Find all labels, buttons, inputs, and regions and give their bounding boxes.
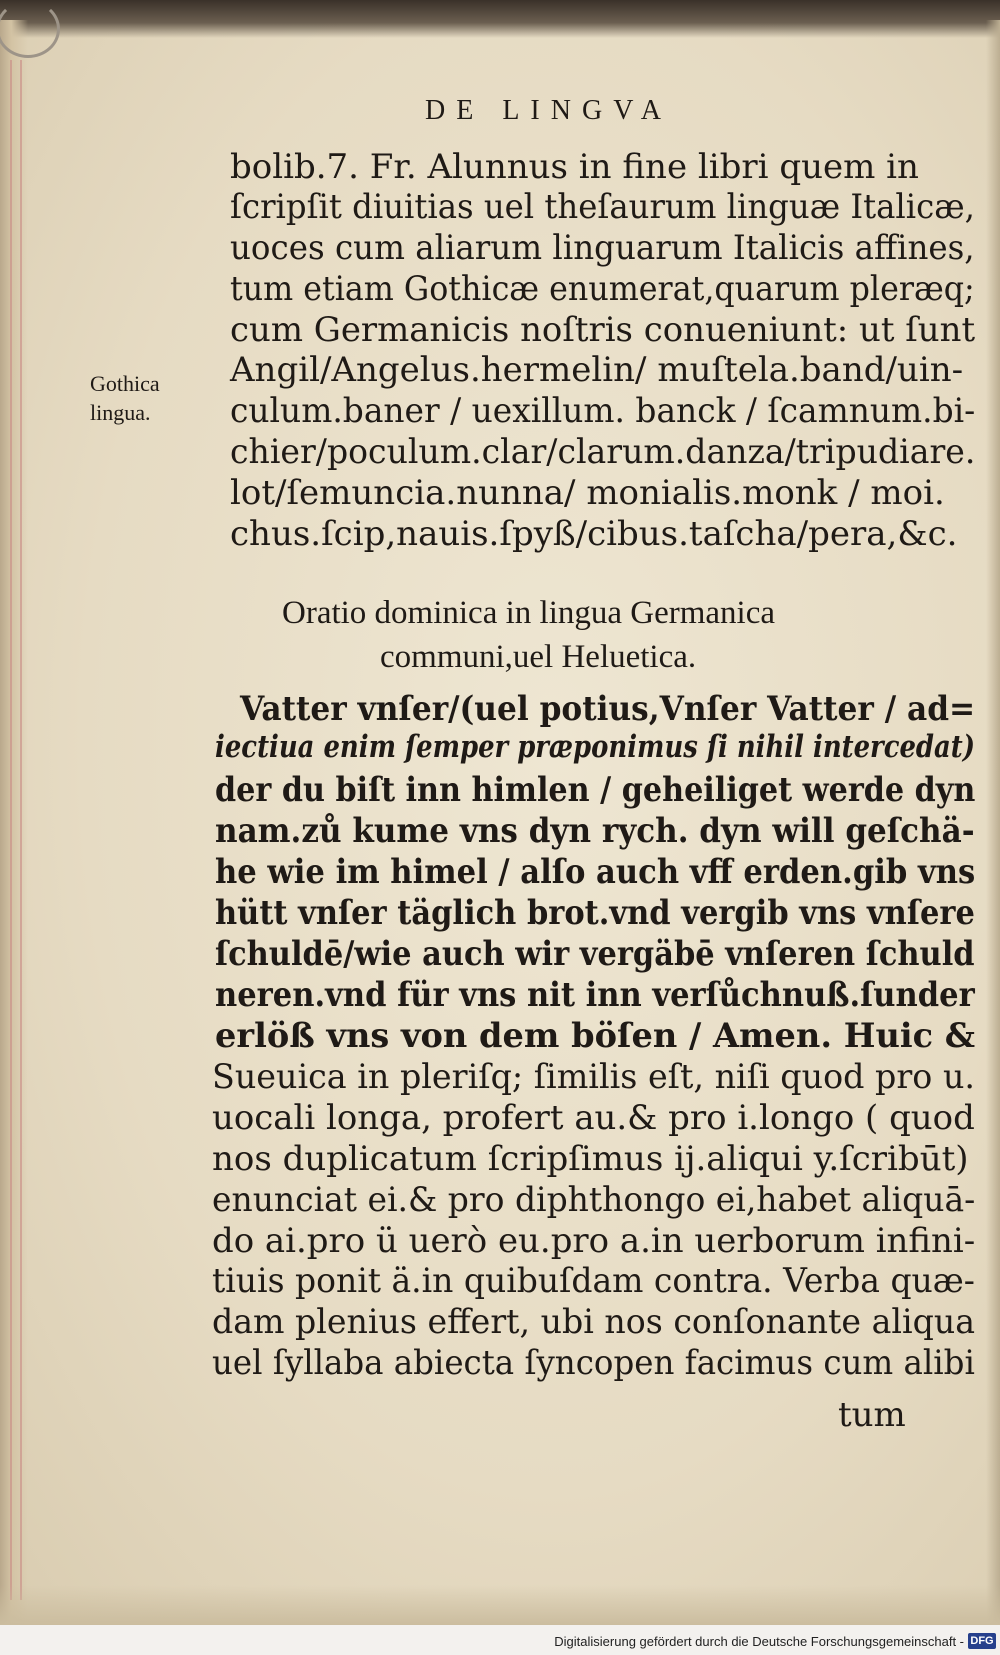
text-line: tum etiam Gothicæ enumerat,quarum pleræq;: [230, 269, 975, 309]
text-line: chier/poculum.clar/clarum.danza/tripudiare.: [230, 432, 976, 472]
footer-credit: Digitalisierung gefördert durch die Deutsche Forschungsgemeinschaft -: [554, 1634, 964, 1649]
text-line: nos duplicatum ſcripſimus ij.aliqui y.ſcribūt): [212, 1139, 969, 1179]
marginal-note-line: lingua.: [90, 400, 151, 425]
german-text-line: erlöß vns von dem böſen / Amen. Huic &: [215, 1016, 976, 1056]
dfg-logo: DFG: [968, 1633, 996, 1649]
text-line: uel ſyllaba abiecta ſyncopen facimus cum alibi: [212, 1343, 975, 1383]
text-line: chus.ſcip,nauis.ſpyß/cibus.taſcha/pera,&c.: [230, 514, 958, 554]
running-header: DE LINGVA: [425, 95, 673, 126]
text-line: do ai.pro ü uerò eu.pro a.in uerborum infini-: [212, 1221, 976, 1261]
page-edge-line: [10, 60, 12, 1600]
footer-bar: [0, 1625, 1000, 1655]
german-text-line: der du biſt inn himlen / geheiliget werde dyn: [215, 770, 976, 810]
text-line: uocali longa, profert au.& pro i.longo ( quod: [212, 1098, 975, 1138]
german-text-line: nam.zů kume vns dyn rych. dyn will geſchä-: [215, 811, 975, 851]
german-text-line: he wie im himel / alſo auch vff erden.gib vns: [215, 852, 976, 892]
catchword: tum: [838, 1395, 906, 1435]
text-line: culum.baner / uexillum. banck / ſcamnum.bi-: [230, 391, 976, 431]
page-left-edge: [0, 20, 28, 1625]
text-line: uoces cum aliarum linguarum Italicis affines,: [230, 228, 975, 268]
page-edge-line: [20, 60, 22, 1600]
german-text-line: iectiua enim ſemper præponimus ſi nihil intercedat): [215, 729, 976, 765]
german-text-line: ſchuldē/wie auch wir vergäbē vnſeren ſchuld: [215, 934, 975, 974]
text-line: bolib.7. Fr. Alunnus in fine libri quem in: [230, 147, 919, 187]
page-top-shadow: [0, 0, 1000, 38]
page-bottom-shade: [0, 1585, 1000, 1625]
section-title: Oratio dominica in lingua Germanica: [282, 595, 776, 631]
section-title: communi,uel Heluetica.: [380, 639, 697, 675]
text-line: Angil/Angelus.hermelin/ muſtela.band/uin-: [230, 350, 964, 390]
german-text-line: neren.vnd für vns nit inn verſůchnuß.ſunder: [215, 975, 975, 1015]
text-line: tiuis ponit ä.in quibuſdam contra. Verba quæ-: [212, 1261, 975, 1301]
marginal-note-line: Gothica: [90, 371, 160, 396]
german-text-line: Vatter vnſer/(uel potius,Vnſer Vatter / ad=: [240, 689, 976, 729]
text-line: Sueuica in pleriſq; ſimilis eſt, niſi quod pro u.: [212, 1057, 976, 1097]
text-line: dam plenius effert, ubi nos conſonante aliqua: [212, 1302, 975, 1342]
text-line: cum Germanicis noſtris conueniunt: ut ſunt: [230, 310, 976, 350]
text-line: enunciat ei.& pro diphthongo ei,habet aliquā-: [212, 1180, 976, 1220]
german-text-line: hütt vnſer täglich brot.vnd vergib vns vnſere: [215, 893, 975, 933]
page-right-fold: [986, 20, 1000, 1625]
text-line: lot/ſemuncia.nunna/ monialis.monk / moi.: [230, 473, 945, 513]
text-line: ſcripſit diuitias uel theſaurum linguæ Italicæ,: [230, 187, 975, 227]
